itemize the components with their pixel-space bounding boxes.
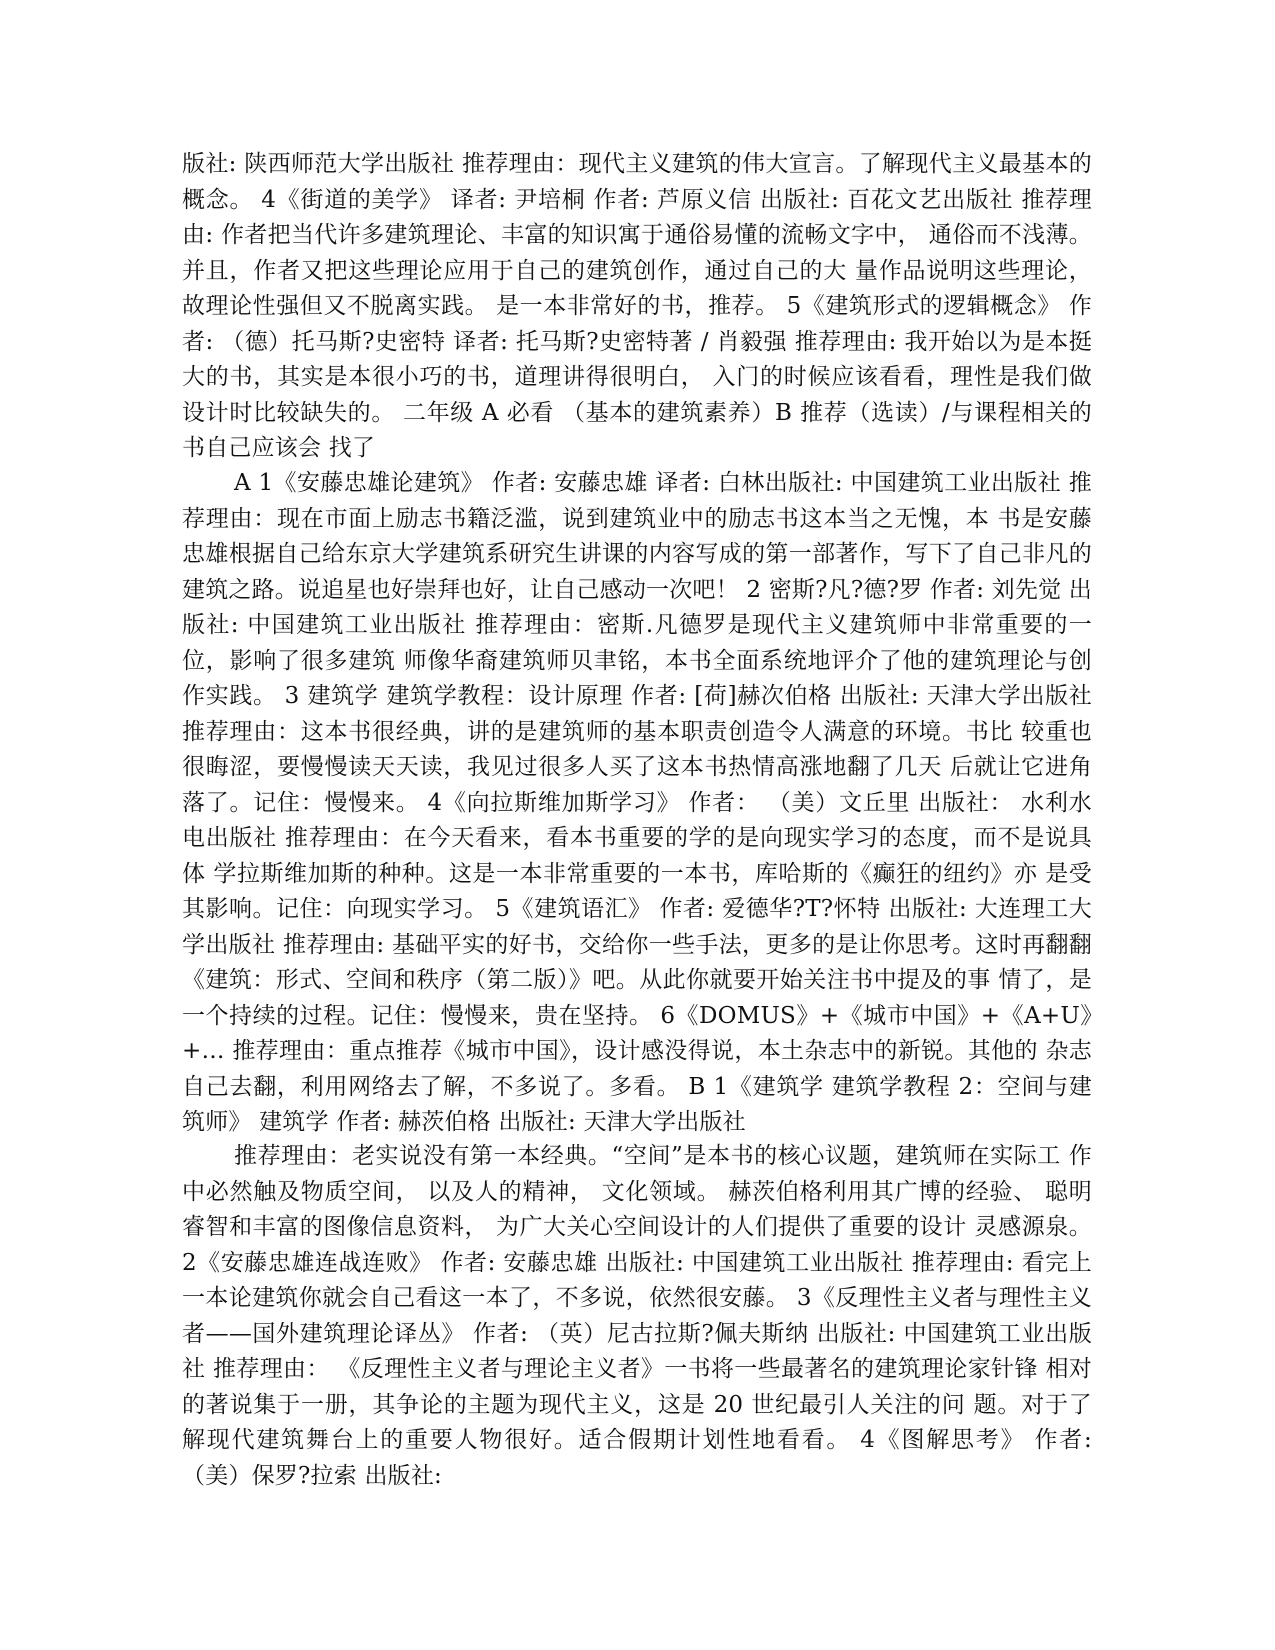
paragraph-1-text: 版社: 陕西师范大学出版社 推荐理由：现代主义建筑的伟大宣言。了解现代主义最基本的概念。 4《街道的美学》 译者: 尹培桐 作者: 芦原义信 出版社: 百花文艺出版社 推荐理由: 作者把当代许多建筑理论、丰富的知识寓于通俗易懂的流畅文字中， 通俗而不浅薄。并且，作者又把这些理论应用于自己的建筑创作，通过自己的大 量作品说明这些理论，故理论性强但又不脱离实践。 是一本非常好的书，推荐。 5《建筑形式的逻辑概念》 作者: （德）托马斯?史密特 译者: 托马斯?史密特著 / 肖毅强 推荐理由: 我开始以为是本挺大的书，其实是本很小巧的书，道理讲得很明白， 入门的时候应该看看，理性是我们做设计时比较缺失的。 二年级 A 必看 （基本的建筑素养）B 推荐（选读）/与课程相关的书自己应该会 找了 [182,151,1092,461]
paragraph-3 [182,1139,1092,1494]
paragraph-3-text: 推荐理由：老实说没有第一本经典。“空间”是本书的核心议题，建筑师在实际工 作中必然触及物质空间， 以及人的精神， 文化领域。 赫茨伯格利用其广博的经验、 聪明睿智和丰富的图像信息资料， 为广大关心空间设计的人们提供了重要的设计 灵感源泉。 2《安藤忠雄连战连败》 作者: 安藤忠雄 出版社: 中国建筑工业出版社 推荐理由: 看完上一本论建筑你就会自己看这一本了，不多说，依然很安藤。 3《反理性主义者与理性主义者——国外建筑理论译丛》 作者: （英）尼古拉斯?佩夫斯纳 出版社: 中国建筑工业出版社 推荐理由： 《反理性主义者与理论主义者》一书将一些最著名的建筑理论家针锋 相对的著说集于一册，其争论的主题为现代主义，这是 20 世纪最引人关注的问 题。对于了解现代建筑舞台上的重要人物很好。适合假期计划性地看看。 4《图解思考》 作者: （美）保罗?拉索 出版社: [182,1143,1092,1489]
paragraph-2 [182,466,1092,1141]
paragraph-2-text: A 1《安藤忠雄论建筑》 作者: 安藤忠雄 译者: 白林出版社: 中国建筑工业出版社 推荐理由：现在市面上励志书籍泛滥，说到建筑业中的励志书这本当之无愧，本 书是安藤忠雄根据自己给东京大学建筑系研究生讲课的内容写成的第一部著作，写下了自己非凡的建筑之路。说追星也好崇拜也好，让自己感动一次吧！ 2 密斯?凡?德?罗 作者: 刘先觉 出版社: 中国建筑工业出版社 推荐理由：密斯.凡德罗是现代主义建筑师中非常重要的一位，影响了很多建筑 师像华裔建筑师贝聿铭，本书全面系统地评介了他的建筑理论与创作实践。 3 建筑学 建筑学教程：设计原理 作者: [荷]赫次伯格 出版社: 天津大学出版社 推荐理由：这本书很经典，讲的是建筑师的基本职责创造令人满意的环境。书比 较重也很晦涩，要慢慢读天天读，我见过很多人买了这本书热情高涨地翻了几天 后就让它进角落了。记住：慢慢来。 4《向拉斯维加斯学习》 作者： （美）文丘里 出版社： 水利水电出版社 推荐理由：在今天看来，看本书重要的学的是向现实学习的态度，而不是说具体 学拉斯维加斯的种种。这是一本非常重要的一本书，库哈斯的《癫狂的纽约》亦 是受其影响。记住：向现实学习。 5《建筑语汇》 作者: 爱德华?T?怀特 出版社: 大连理工大学出版社 推荐理由: 基础平实的好书，交给你一些手法，更多的是让你思考。这时再翻翻 《建筑：形式、空间和秩序（第二版）》吧。从此你就要开始关注书中提及的事 情了，是一个持续的过程。记住：慢慢来，贵在坚持。 6《DOMUS》+《城市中国》+《A+U》+… 推荐理由：重点推荐《城市中国》，设计感没得说，本土杂志中的新锐。其他的 杂志自己去翻，利用网络去了解，不多说了。多看。 B 1《建筑学 建筑学教程 2：空间与建筑师》 建筑学 作者: 赫茨伯格 出版社: 天津大学出版社 [182,470,1092,1135]
paragraph-1 [182,147,1092,467]
